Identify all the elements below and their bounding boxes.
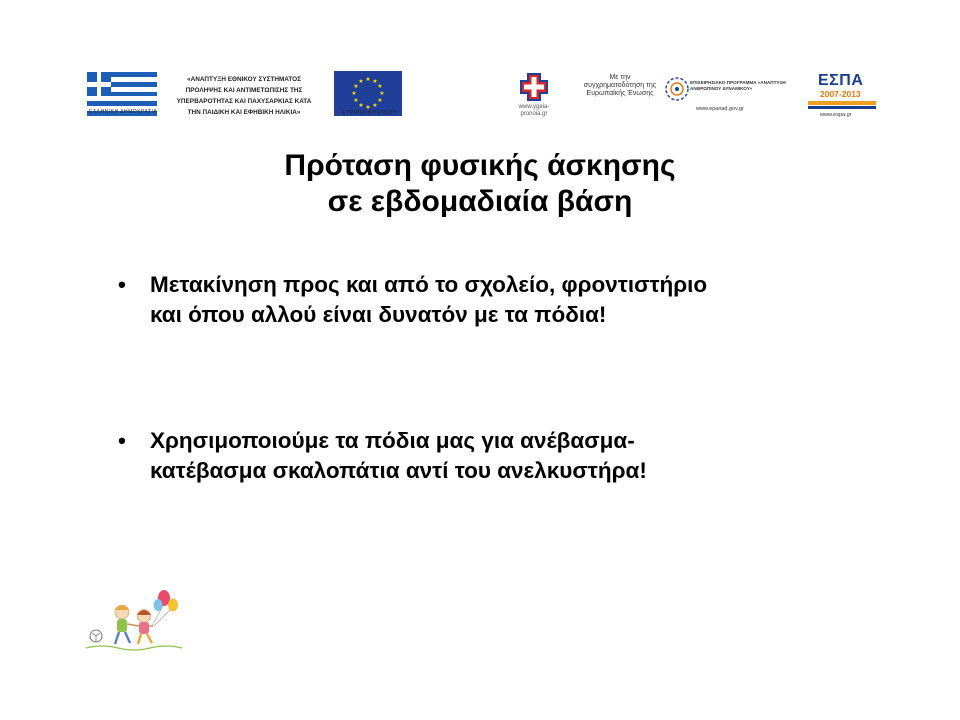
bullet-line: Μετακίνηση προς και από το σχολείο, φροντιστήριο xyxy=(150,272,708,297)
espa-word: ΕΣΠΑ xyxy=(818,72,864,89)
bullet-line: και όπου αλλού είναι δυνατόν με τα πόδια! xyxy=(150,302,607,327)
epanad-url: www.epanad.gov.gr xyxy=(696,106,744,112)
program-line: ΠΡΟΛΗΨΗΣ ΚΑΙ ΑΝΤΙΜΕΤΩΠΙΣΗΣ ΤΗΣ xyxy=(185,87,303,94)
bullet-item xyxy=(112,270,872,330)
svg-text:★: ★ xyxy=(372,102,378,109)
espa-url: www.espa.gr xyxy=(820,112,852,118)
program-line: ΤΗΝ ΠΑΙΔΙΚΗ ΚΑΙ ΕΦΗΒΙΚΗ ΗΛΙΚΙΑ» xyxy=(187,109,301,116)
svg-text:★: ★ xyxy=(365,104,371,111)
bullet-list xyxy=(112,270,872,486)
svg-text:★: ★ xyxy=(377,97,383,104)
espa-years: 2007-2013 xyxy=(820,89,861,99)
title-line: σε εβδομαδιαία βάση xyxy=(327,185,633,218)
greek-flag-caption: ΕΛΛΗΝΙΚΗ ΔΗΜΟΚΡΑΤΙΑ xyxy=(89,109,158,115)
bullet-icon: • xyxy=(118,428,126,453)
page-title xyxy=(180,148,780,220)
svg-text:★: ★ xyxy=(358,78,364,85)
bullet-item xyxy=(112,426,872,486)
svg-text:★: ★ xyxy=(358,102,364,109)
logo-strip xyxy=(0,60,960,130)
bullet-line: Χρησιμοποιούμε τα πόδια μας για ανέβασμα- xyxy=(150,428,635,453)
svg-text:★: ★ xyxy=(353,83,359,90)
epanad-title: ΕΠΙΧΕΙΡΗΣΙΑΚΟ ΠΡΟΓΡΑΜΜΑ «ΑΝΑΠΤΥΞΗ ΑΝΘΡΩΠΙΝΟΥ ΔΥΝΑΜΙΚΟΥ» xyxy=(690,80,786,91)
moh-url: www.ygeia-pronoia.gr xyxy=(518,104,550,117)
bullet-icon: • xyxy=(118,272,126,297)
eu-flag-caption: ΕΥΡΩΠΑΪΚΗ ΕΝΩΣΗ xyxy=(342,110,398,116)
svg-text:★: ★ xyxy=(379,90,385,97)
epanad-logo-icon xyxy=(664,76,690,102)
program-line: ΥΠΕΡΒΑΡΟΤΗΤΑΣ ΚΑΙ ΠΑΧΥΣΑΡΚΙΑΣ ΚΑΤΑ xyxy=(176,98,312,105)
program-title xyxy=(168,74,320,118)
svg-text:★: ★ xyxy=(351,90,357,97)
espa-logo-icon xyxy=(806,72,874,106)
title-line: Πρόταση φυσικής άσκησης xyxy=(284,149,676,182)
svg-text:★: ★ xyxy=(377,83,383,90)
program-line: «ΑΝΑΠΤΥΞΗ ΕΘΝΙΚΟΥ ΣΥΣΤΗΜΑΤΟΣ xyxy=(187,76,301,83)
svg-text:★: ★ xyxy=(353,97,359,104)
cofunding-text: Με την συγχρηματοδότηση της Ευρωπαϊκής Ένωσης xyxy=(583,74,657,97)
bullet-line: κατέβασμα σκαλοπάτια αντί του ανελκυστήρα! xyxy=(150,458,647,483)
svg-text:★: ★ xyxy=(372,78,378,85)
kids-balloons-illustration xyxy=(82,586,192,652)
svg-text:★: ★ xyxy=(365,76,371,83)
